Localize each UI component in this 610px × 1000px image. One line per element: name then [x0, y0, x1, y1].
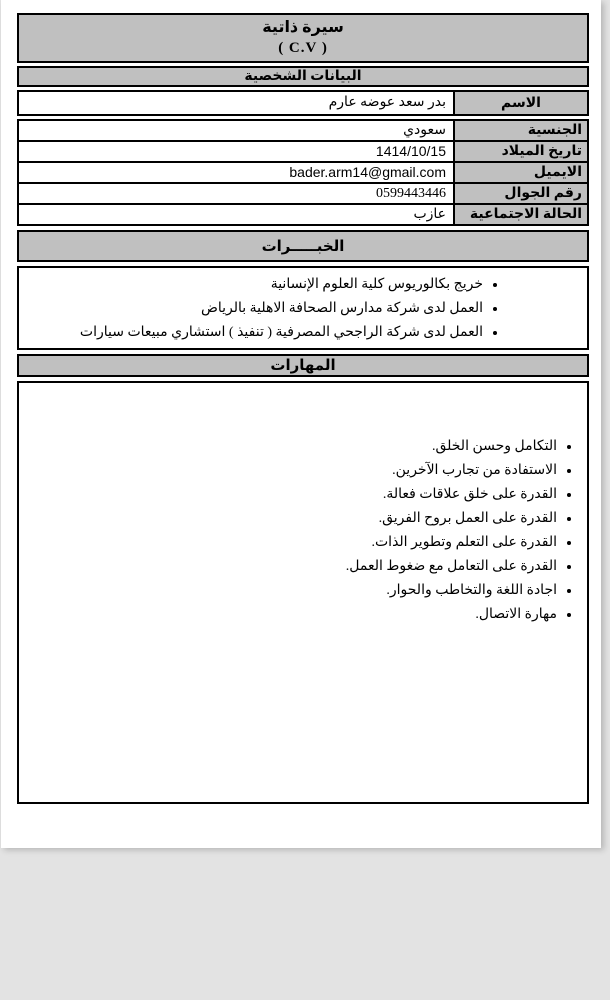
cv-title-arabic: سيرة ذاتية: [262, 19, 344, 36]
experience-header: الخبـــــرات: [17, 230, 589, 262]
experience-list: [19, 273, 587, 345]
list-item: • القدرة على التعامل مع ضغوط العمل.: [19, 555, 557, 579]
list-item: • العمل لدى شركة مدارس الصحافة الاهلية بالرياض: [19, 297, 483, 321]
birthdate-label: تاريخ الميلاد: [453, 142, 587, 161]
marital-status-value: عازب: [413, 207, 446, 222]
info-row-nationality: [19, 121, 587, 140]
email-value: bader.arm14@gmail.com: [289, 164, 446, 180]
mobile-value: 0599443446: [376, 186, 446, 201]
marital-status-label: الحالة الاجتماعية: [453, 205, 587, 224]
skills-header: المهارات: [17, 354, 589, 377]
list-item: • العمل لدى شركة الراجحي المصرفية ( تنفيذ ) استشاري مبيعات سيارات: [19, 321, 483, 345]
personal-info-table: [17, 119, 589, 226]
info-row-birthdate: [19, 140, 587, 161]
name-value: بدر سعد عوضه عارم: [328, 95, 446, 110]
list-item: • الاستفادة من تجارب الآخرين.: [19, 459, 557, 483]
nationality-label: الجنسية: [453, 121, 587, 140]
birthdate-value: 1414/10/15: [375, 143, 446, 159]
list-item: • مهارة الاتصال.: [19, 603, 557, 627]
document-page: [1, 0, 601, 848]
skills-box: [17, 381, 589, 804]
cv-title-english: ( C.V ): [278, 40, 328, 56]
list-item: • القدرة على خلق علاقات فعالة.: [19, 483, 557, 507]
mobile-label: رقم الجوال: [453, 184, 587, 203]
info-row-email: [19, 161, 587, 182]
info-row-mobile: [19, 182, 587, 203]
info-row-marital-status: [19, 203, 587, 224]
experience-box: [17, 266, 589, 350]
name-label: الاسم: [453, 92, 587, 114]
list-item: • خريج بكالوريوس كلية العلوم الإنسانية: [19, 273, 483, 297]
personal-data-header: البيانات الشخصية: [17, 66, 589, 87]
list-item: • اجادة اللغة والتخاطب والحوار.: [19, 579, 557, 603]
list-item: • التكامل وحسن الخلق.: [19, 435, 557, 459]
email-label: الايميل: [453, 163, 587, 182]
list-item: • القدرة على العمل بروح الفريق.: [19, 507, 557, 531]
nationality-value: سعودي: [403, 123, 446, 138]
cv-title-box: [17, 13, 589, 63]
skills-list: [19, 435, 587, 627]
cv-content: [17, 13, 589, 804]
name-row: [17, 90, 589, 116]
list-item: • القدرة على التعلم وتطوير الذات.: [19, 531, 557, 555]
